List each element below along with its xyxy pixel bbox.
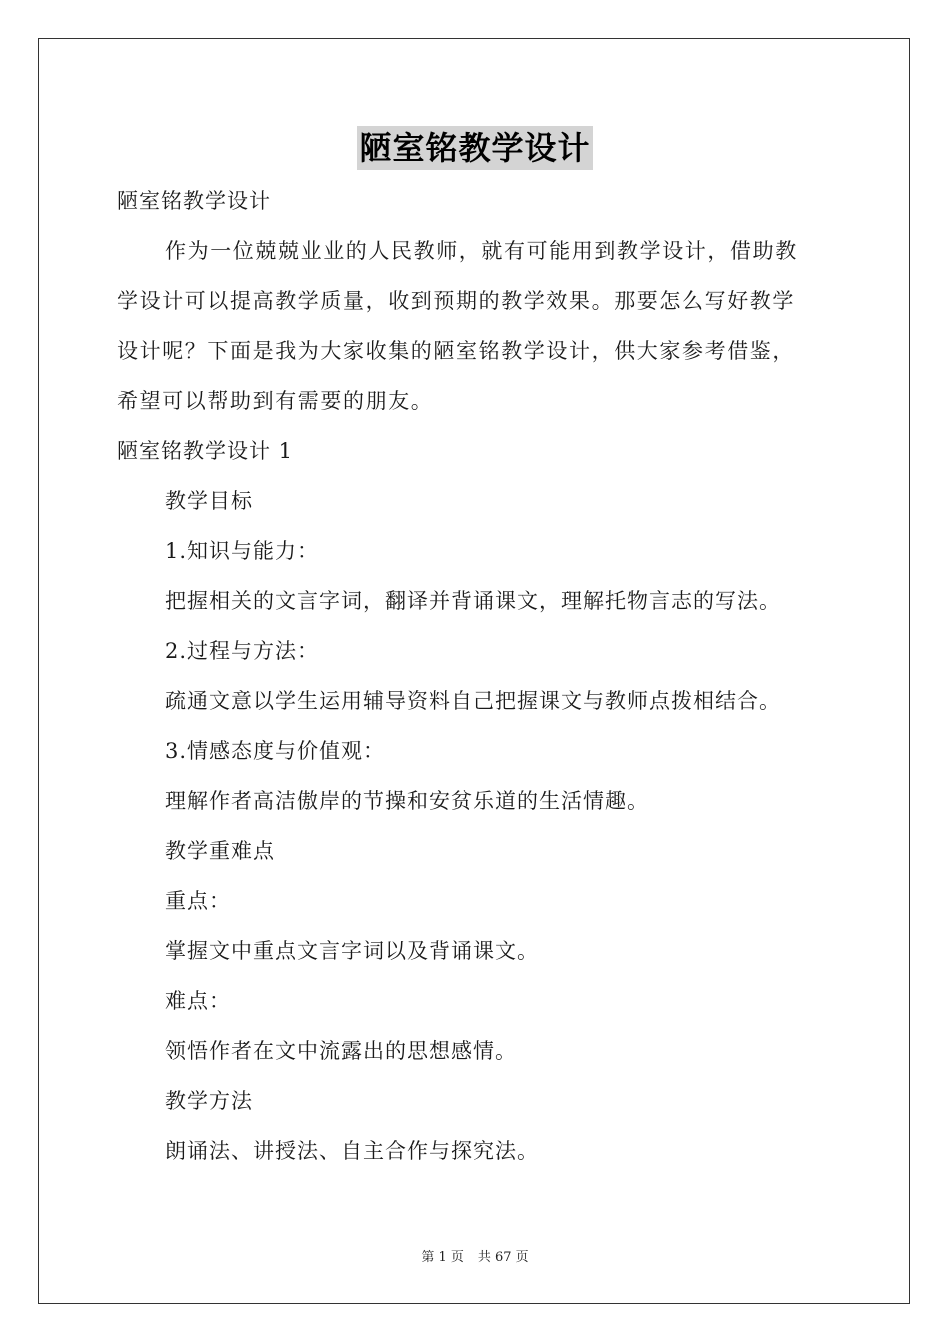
page-number: 第 1 页 <box>421 1250 464 1265</box>
key-points-text: 掌握文中重点文言字词以及背诵课文。 <box>165 939 539 963</box>
goal-3-text: 理解作者高洁傲岸的节操和安贫乐道的生活情趣。 <box>165 789 649 813</box>
document-title: 陋室铭教学设计 <box>357 126 592 170</box>
page-footer <box>0 1246 950 1265</box>
goal-1-text: 把握相关的文言字词，翻译并背诵课文，理解托物言志的写法。 <box>165 589 781 613</box>
title-area <box>0 126 950 170</box>
intro-paragraph-line-2: 学设计可以提高教学质量，收到预期的教学效果。那要怎么写好教学 <box>117 289 795 313</box>
teaching-methods-text: 朗诵法、讲授法、自主合作与探究法。 <box>165 1139 539 1163</box>
section-heading: 陋室铭教学设计 1 <box>117 439 294 463</box>
goal-2-text: 疏通文意以学生运用辅导资料自己把握课文与教师点拨相结合。 <box>165 689 781 713</box>
intro-paragraph-line-3: 设计呢？下面是我为大家收集的陋室铭教学设计，供大家参考借鉴， <box>117 339 795 363</box>
difficulties-text: 领悟作者在文中流露出的思想感情。 <box>165 1039 517 1063</box>
difficulties-label: 难点： <box>165 989 231 1013</box>
intro-paragraph-line-1: 作为一位兢兢业业的人民教师，就有可能用到教学设计，借助教 <box>165 239 798 263</box>
document-body <box>117 176 837 1176</box>
subtitle-line: 陋室铭教学设计 <box>117 189 271 213</box>
key-points-label: 重点： <box>165 889 231 913</box>
intro-paragraph-line-4: 希望可以帮助到有需要的朋友。 <box>117 389 434 413</box>
heading-teaching-methods: 教学方法 <box>165 1089 253 1113</box>
heading-teaching-goals: 教学目标 <box>165 489 253 513</box>
goal-1-heading: 1.知识与能力： <box>165 539 320 563</box>
goal-3-heading: 3.情感态度与价值观： <box>165 739 386 763</box>
page-total: 共 67 页 <box>477 1250 529 1265</box>
goal-2-heading: 2.过程与方法： <box>165 639 320 663</box>
heading-key-difficulties: 教学重难点 <box>165 839 275 863</box>
